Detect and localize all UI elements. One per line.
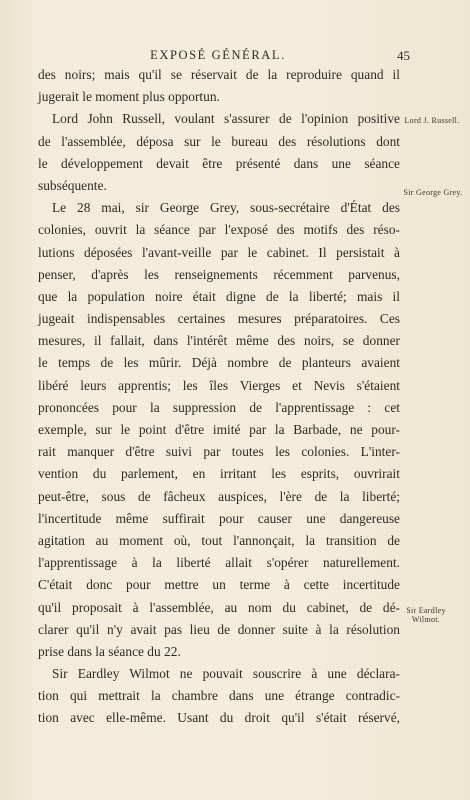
text-line: colonies, ouvrit la séance par l'exposé des motifs des réso- [38, 222, 400, 238]
text-line: vention du parlement, en irritant les esprits, ouvrirait [38, 466, 400, 482]
text-line: que la population noire était digne de la liberté; mais il [38, 288, 400, 304]
text-line: tion qui mettrait la chambre dans une étrange contradic- [38, 688, 400, 704]
text-line: lutions déposées l'avant-veille par le cabinet. Il persistait à [38, 244, 400, 260]
text-line: mesures, il fallait, dans l'intérêt même des noirs, se donner [38, 333, 400, 349]
text-line: libéré leurs apprentis; les îles Vierges et Nevis s'étaient [38, 377, 400, 393]
text-line: rait manquer d'être suivi par toutes les colonies. L'inter- [38, 444, 400, 460]
body-text [38, 64, 400, 730]
margin-note-russell: Lord J. Russell. [404, 116, 460, 125]
text-line: jugerait le moment plus opportun. [38, 89, 220, 105]
text-line: l'incertitude même suffirait pour causer une dangereuse [38, 510, 400, 526]
text-line: C'était donc pour mettre un terme à cette incertitude [38, 577, 400, 593]
text-line: des noirs; mais qu'il se réservait de la reproduire quand il [38, 67, 400, 82]
running-title: EXPOSÉ GÉNÉRAL. [150, 48, 286, 62]
text-line: agitation au moment où, tout l'annonçait, la transition de [38, 532, 400, 548]
text-line: le temps de les mûrir. Déjà nombre de planteurs avaient [38, 355, 400, 371]
text-line: de l'assemblée, déposa sur le bureau des résolutions dont [38, 133, 400, 149]
margin-note-grey: Sir George Grey. [403, 188, 463, 197]
text-line: Le 28 mai, sir George Grey, sous-secrétaire d'État des [52, 200, 400, 216]
page-number: 45 [397, 48, 410, 63]
text-line: penser, d'après les renseignements récemment parvenus, [38, 266, 400, 282]
text-line: subséquente. [38, 177, 107, 193]
text-line: clarer qu'il n'y avait pas lieu de donner suite à la résolution [38, 621, 400, 637]
text-line: qu'il proposait à l'assemblée, au nom du cabinet, de dé- [38, 599, 400, 615]
text-line: Sir Eardley Wilmot ne pouvait souscrire à une déclara- [52, 666, 400, 682]
text-line: Lord John Russell, voulant s'assurer de l'opinion positive [52, 111, 400, 127]
text-line: peut-être, sous de fâcheux auspices, l'ère de la liberté; [38, 488, 400, 504]
margin-note-wilmot: Sir Eardley Wilmot. [406, 606, 446, 624]
text-line: l'apprentissage à la liberté allait s'opérer naturellement. [38, 555, 400, 571]
text-line: tion avec elle-même. Usant du droit qu'il s'était réservé, [38, 710, 400, 726]
text-line: exemple, sur le point d'être imité par la Barbade, ne pour- [38, 422, 400, 437]
text-line: prononcées pour la suppression de l'apprentissage : cet [38, 399, 400, 415]
text-line: le développement devait être présenté dans une séance [38, 155, 400, 171]
text-line: jugeait indispensables certaines mesures préparatoires. Ces [38, 311, 400, 327]
text-line: prise dans la séance du 22. [38, 643, 181, 659]
